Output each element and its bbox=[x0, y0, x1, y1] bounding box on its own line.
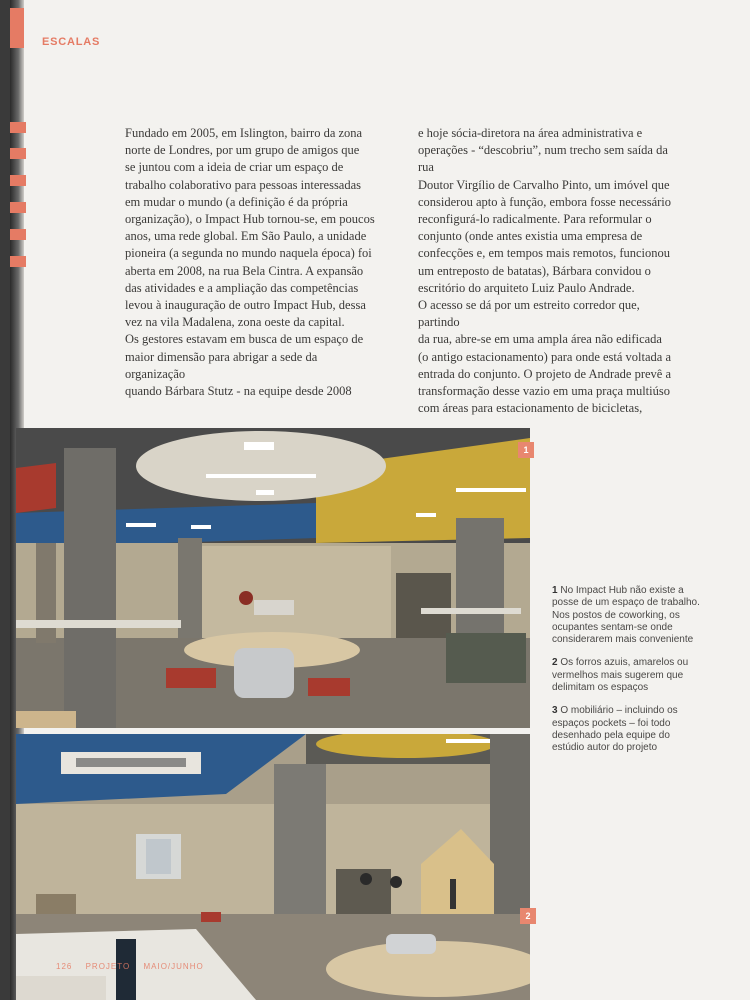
margin-marker bbox=[10, 256, 26, 267]
caption-number: 2 bbox=[552, 657, 558, 669]
margin-marker bbox=[10, 148, 26, 159]
photo-workspace-pockets bbox=[16, 734, 530, 1000]
caption-item bbox=[552, 657, 702, 694]
photo-number-badge: 2 bbox=[520, 908, 536, 924]
caption-item bbox=[552, 705, 702, 754]
photo-number-badge: 1 bbox=[518, 442, 534, 458]
caption-text: No Impact Hub não existe a posse de um espaço de trabalho. Nos postos de coworking, os ocupantes sentam-se onde considerarem mais conveniente bbox=[552, 585, 700, 646]
caption-text: O mobiliário – incluindo os espaços pockets – foi todo desenhado pela equipe do estúdio autor do projeto bbox=[552, 705, 678, 754]
body-text-1: Fundado em 2005, em Islington, bairro da zona norte de Londres, por um grupo de amigos que se juntou com a ideia de criar um espaço de trabalho colaborativo para pessoas interessadas em mudar o mundo (a definição é da própria organização), o Impact Hub tornou-se, em poucos anos, uma rede global. Em São Paulo, a unidade pioneira (a segunda no mundo naquela época) foi aberta em 2008, na rua Bela Cintra. A expansão das atividades e a ampliação das competências levou à inauguração de outro Impact Hub, dessa vez na vila Madalena, zona oeste da capital. Os gestores estavam em busca de um espaço de maior dimensão para abrigar a sede da organização quando Bárbara Stutz - na equipe desde 2008 bbox=[125, 126, 375, 399]
margin-marker bbox=[10, 175, 26, 186]
magazine-page bbox=[10, 0, 750, 1000]
issue-date: MAIO/JUNHO bbox=[143, 962, 204, 971]
caption-number: 1 bbox=[552, 585, 558, 596]
margin-marker bbox=[10, 202, 26, 213]
photo-coworking-area bbox=[16, 428, 530, 728]
body-text-2: e hoje sócia-diretora na área administrativa e operações - “descobriu”, num trecho sem saída da rua Doutor Virgílio de Carvalho Pinto, um imóvel que considerou apto à função, embora fosse necessário reconfigurá-lo radicalmente. Para reformular o conjunto (onde antes existia uma empresa de confecções e, em tempos mais remotos, funcionou um entreposto de batatas), Bárbara convidou o escritório do arquiteto Luiz Paulo Andrade. O acesso se dá por um estreito corredor que, partindo da rua, abre-se em uma ampla área não edificada (o antigo estacionamento) para onde está voltada a entrada do conjunto. O projeto de Andrade prevê a transformação desse vazio em uma praça multiúso com áreas para estacionamento de bicicletas, bbox=[418, 126, 672, 416]
magazine-name: PROJETO bbox=[85, 962, 131, 971]
caption-number: 3 bbox=[552, 705, 558, 717]
page-folio bbox=[56, 962, 214, 971]
text-column-1 bbox=[125, 125, 375, 400]
caption-item bbox=[552, 585, 702, 646]
margin-marker bbox=[10, 229, 26, 240]
page-number: 126 bbox=[56, 962, 73, 971]
photo-captions bbox=[552, 585, 702, 766]
text-column-2 bbox=[418, 125, 683, 417]
margin-marker bbox=[10, 122, 26, 133]
caption-text: Os forros azuis, amarelos ou vermelhos mais sugerem que delimitam os espaços bbox=[552, 657, 689, 694]
section-label: ESCALAS bbox=[42, 36, 101, 48]
section-tab bbox=[10, 8, 24, 48]
